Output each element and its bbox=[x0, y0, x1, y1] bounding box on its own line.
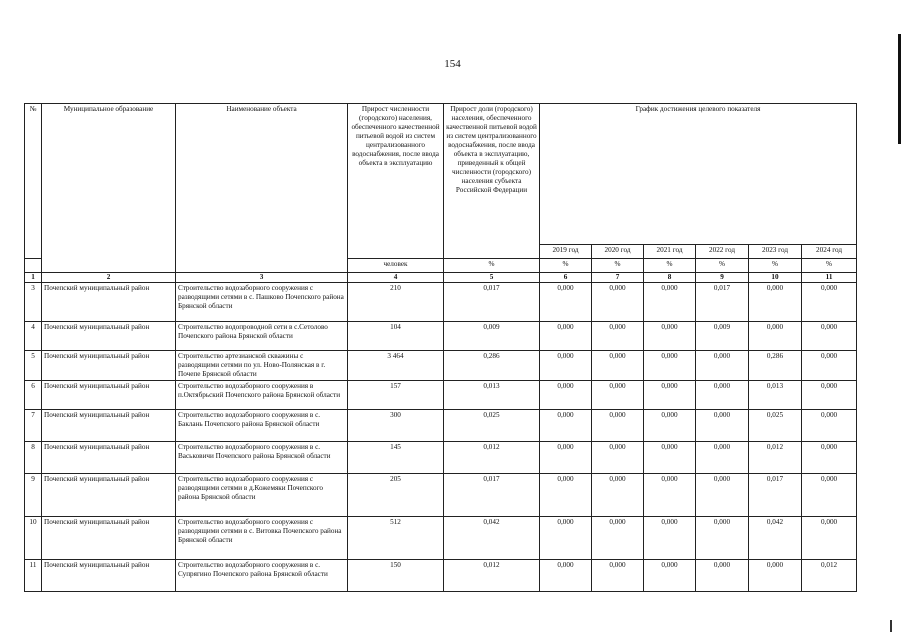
unit-percent: % bbox=[592, 259, 644, 273]
row-2024: 0,000 bbox=[802, 322, 857, 351]
row-2024: 0,012 bbox=[802, 560, 857, 592]
unit-people: человек bbox=[348, 259, 444, 273]
column-number: 9 bbox=[696, 273, 749, 283]
row-2022: 0,000 bbox=[696, 410, 749, 442]
table-row bbox=[25, 283, 857, 322]
row-2021: 0,000 bbox=[644, 351, 696, 381]
table-row bbox=[25, 410, 857, 442]
row-object-name: Строительство водозаборного сооружения в с. Васьковичи Почепского района Брянской области bbox=[176, 442, 348, 474]
table-row bbox=[25, 322, 857, 351]
row-2023: 0,013 bbox=[749, 381, 802, 410]
row-people: 3 464 bbox=[348, 351, 444, 381]
row-people: 205 bbox=[348, 474, 444, 517]
row-2021: 0,000 bbox=[644, 560, 696, 592]
header-year-2023: 2023 год bbox=[749, 245, 802, 259]
row-2024: 0,000 bbox=[802, 283, 857, 322]
row-2023: 0,000 bbox=[749, 560, 802, 592]
header-schedule: График достижения целевого показателя bbox=[540, 104, 857, 245]
scan-edge-mark bbox=[898, 34, 901, 144]
unit-percent: % bbox=[444, 259, 540, 273]
header-municipality: Муниципальное образование bbox=[42, 104, 176, 273]
header-year-2019: 2019 год bbox=[540, 245, 592, 259]
row-no: 11 bbox=[25, 560, 42, 592]
table-row bbox=[25, 442, 857, 474]
column-number: 2 bbox=[42, 273, 176, 283]
row-object-name: Строительство водозаборного сооружения с разводящими сетями в с. Пашково Почепского района Брянской области bbox=[176, 283, 348, 322]
row-2019: 0,000 bbox=[540, 381, 592, 410]
header-year-2021: 2021 год bbox=[644, 245, 696, 259]
row-no: 6 bbox=[25, 381, 42, 410]
row-2023: 0,012 bbox=[749, 442, 802, 474]
row-share: 0,013 bbox=[444, 381, 540, 410]
row-2019: 0,000 bbox=[540, 322, 592, 351]
unit-percent: % bbox=[644, 259, 696, 273]
column-number: 8 bbox=[644, 273, 696, 283]
row-2019: 0,000 bbox=[540, 442, 592, 474]
page-number: 154 bbox=[444, 58, 461, 70]
row-people: 104 bbox=[348, 322, 444, 351]
column-number-row bbox=[25, 273, 857, 283]
column-number: 3 bbox=[176, 273, 348, 283]
row-2023: 0,025 bbox=[749, 410, 802, 442]
row-2023: 0,286 bbox=[749, 351, 802, 381]
row-2024: 0,000 bbox=[802, 474, 857, 517]
row-2019: 0,000 bbox=[540, 283, 592, 322]
table-row bbox=[25, 560, 857, 592]
row-2021: 0,000 bbox=[644, 474, 696, 517]
row-2019: 0,000 bbox=[540, 474, 592, 517]
row-no: 9 bbox=[25, 474, 42, 517]
row-2020: 0,000 bbox=[592, 474, 644, 517]
row-people: 512 bbox=[348, 517, 444, 560]
unit-percent: % bbox=[696, 259, 749, 273]
row-2021: 0,000 bbox=[644, 410, 696, 442]
row-share: 0,286 bbox=[444, 351, 540, 381]
unit-percent: % bbox=[802, 259, 857, 273]
row-no: 7 bbox=[25, 410, 42, 442]
row-2024: 0,000 bbox=[802, 442, 857, 474]
row-share: 0,017 bbox=[444, 474, 540, 517]
row-2019: 0,000 bbox=[540, 560, 592, 592]
scan-edge-dot bbox=[890, 620, 892, 632]
unit-percent: % bbox=[540, 259, 592, 273]
header-no: № bbox=[25, 104, 42, 259]
row-object-name: Строительство водозаборного сооружения в п.Октябрьский Почепского района Брянской области bbox=[176, 381, 348, 410]
header-share-growth: Прирост доли (городского) населения, обеспеченного качественной питьевой водой из систем централизованного водоснабжения, после ввода объекта в эксплуатацию, приведенный к общей численности (городского) населения субъекта Российской Федерации bbox=[444, 104, 540, 259]
row-no: 10 bbox=[25, 517, 42, 560]
row-2019: 0,000 bbox=[540, 351, 592, 381]
row-2021: 0,000 bbox=[644, 381, 696, 410]
row-2021: 0,000 bbox=[644, 517, 696, 560]
row-2020: 0,000 bbox=[592, 560, 644, 592]
unit-percent: % bbox=[749, 259, 802, 273]
row-2019: 0,000 bbox=[540, 410, 592, 442]
column-number: 1 bbox=[25, 273, 42, 283]
indicator-table bbox=[24, 103, 857, 592]
row-municipality: Почепский муниципальный район bbox=[42, 560, 176, 592]
row-2020: 0,000 bbox=[592, 283, 644, 322]
row-people: 157 bbox=[348, 381, 444, 410]
row-2020: 0,000 bbox=[592, 322, 644, 351]
row-2024: 0,000 bbox=[802, 410, 857, 442]
row-2021: 0,000 bbox=[644, 322, 696, 351]
table-row bbox=[25, 381, 857, 410]
table-row bbox=[25, 351, 857, 381]
row-2021: 0,000 bbox=[644, 283, 696, 322]
header-year-2024: 2024 год bbox=[802, 245, 857, 259]
row-municipality: Почепский муниципальный район bbox=[42, 351, 176, 381]
row-share: 0,012 bbox=[444, 560, 540, 592]
row-share: 0,042 bbox=[444, 517, 540, 560]
row-2024: 0,000 bbox=[802, 351, 857, 381]
row-share: 0,012 bbox=[444, 442, 540, 474]
row-object-name: Строительство водозаборного сооружения с разводящими сетями в с. Витовка Почепского района Брянской области bbox=[176, 517, 348, 560]
row-2022: 0,009 bbox=[696, 322, 749, 351]
row-object-name: Строительство водозаборного сооружения с разводящими сетями в д.Кожемяки Почепского района Брянской области bbox=[176, 474, 348, 517]
table-row bbox=[25, 517, 857, 560]
row-municipality: Почепский муниципальный район bbox=[42, 410, 176, 442]
row-2022: 0,000 bbox=[696, 381, 749, 410]
header-object-name: Наименование объекта bbox=[176, 104, 348, 273]
row-municipality: Почепский муниципальный район bbox=[42, 517, 176, 560]
row-people: 145 bbox=[348, 442, 444, 474]
row-2022: 0,000 bbox=[696, 560, 749, 592]
row-2020: 0,000 bbox=[592, 351, 644, 381]
row-2022: 0,000 bbox=[696, 517, 749, 560]
header-year-2022: 2022 год bbox=[696, 245, 749, 259]
row-2023: 0,017 bbox=[749, 474, 802, 517]
row-no: 4 bbox=[25, 322, 42, 351]
header-no-unit bbox=[25, 259, 42, 273]
row-no: 3 bbox=[25, 283, 42, 322]
row-2022: 0,000 bbox=[696, 442, 749, 474]
row-share: 0,025 bbox=[444, 410, 540, 442]
row-people: 150 bbox=[348, 560, 444, 592]
column-number: 10 bbox=[749, 273, 802, 283]
row-no: 8 bbox=[25, 442, 42, 474]
row-no: 5 bbox=[25, 351, 42, 381]
row-object-name: Строительство водозаборного сооружения в с. Супрягино Почепского района Брянской области bbox=[176, 560, 348, 592]
row-share: 0,009 bbox=[444, 322, 540, 351]
row-2022: 0,017 bbox=[696, 283, 749, 322]
table-row bbox=[25, 474, 857, 517]
column-number: 5 bbox=[444, 273, 540, 283]
row-2020: 0,000 bbox=[592, 517, 644, 560]
row-2022: 0,000 bbox=[696, 351, 749, 381]
header-year-2020: 2020 год bbox=[592, 245, 644, 259]
header-population-growth: Прирост численности (городского) населения, обеспеченного качественной питьевой водой из систем централизованного водоснабжения, после ввода объекта в эксплуатацию bbox=[348, 104, 444, 259]
row-2020: 0,000 bbox=[592, 410, 644, 442]
column-number: 6 bbox=[540, 273, 592, 283]
row-2024: 0,000 bbox=[802, 381, 857, 410]
row-2024: 0,000 bbox=[802, 517, 857, 560]
row-2019: 0,000 bbox=[540, 517, 592, 560]
column-number: 11 bbox=[802, 273, 857, 283]
column-number: 4 bbox=[348, 273, 444, 283]
row-2022: 0,000 bbox=[696, 474, 749, 517]
row-municipality: Почепский муниципальный район bbox=[42, 442, 176, 474]
row-share: 0,017 bbox=[444, 283, 540, 322]
row-people: 210 bbox=[348, 283, 444, 322]
row-municipality: Почепский муниципальный район bbox=[42, 381, 176, 410]
row-people: 300 bbox=[348, 410, 444, 442]
row-2023: 0,042 bbox=[749, 517, 802, 560]
row-2020: 0,000 bbox=[592, 442, 644, 474]
column-number: 7 bbox=[592, 273, 644, 283]
row-municipality: Почепский муниципальный район bbox=[42, 322, 176, 351]
row-2023: 0,000 bbox=[749, 283, 802, 322]
row-2023: 0,000 bbox=[749, 322, 802, 351]
row-municipality: Почепский муниципальный район bbox=[42, 283, 176, 322]
row-2020: 0,000 bbox=[592, 381, 644, 410]
row-object-name: Строительство водозаборного сооружения в с. Баклань Почепского района Брянской области bbox=[176, 410, 348, 442]
row-municipality: Почепский муниципальный район bbox=[42, 474, 176, 517]
row-object-name: Строительство артезианской скважины с разводящими сетями по ул. Ново-Полянская в г. Почепе Брянской области bbox=[176, 351, 348, 381]
row-object-name: Строительство водопроводной сети в с.Сетолово Почепского района Брянской области bbox=[176, 322, 348, 351]
row-2021: 0,000 bbox=[644, 442, 696, 474]
